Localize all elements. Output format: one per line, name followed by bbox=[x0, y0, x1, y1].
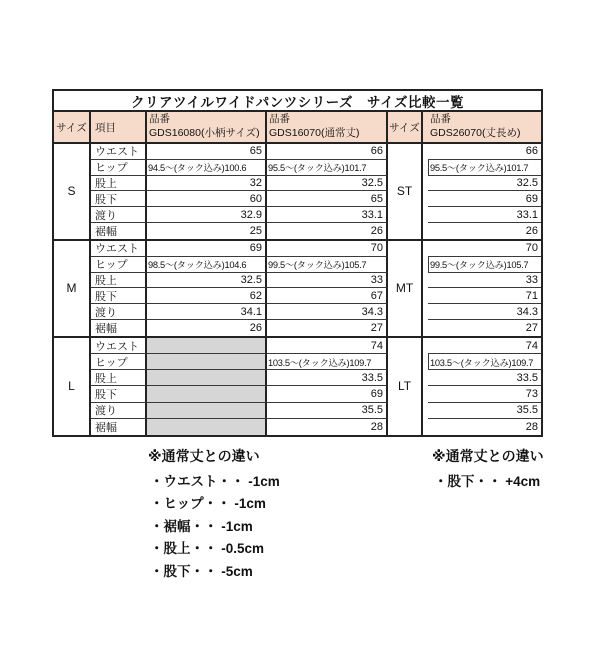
value-cell: 32.5 bbox=[428, 176, 541, 192]
row-label: 股上 bbox=[91, 176, 147, 192]
product-code: GDS26070(丈長め) bbox=[430, 126, 521, 139]
value-cell: 65 bbox=[267, 191, 388, 207]
value-cell: 103.5〜(タック込み)109.7 bbox=[428, 354, 541, 370]
size-group-label: ST bbox=[388, 144, 423, 239]
note-item: ・ヒップ・・ -1cm bbox=[150, 496, 266, 512]
value-cell: 27 bbox=[525, 322, 538, 335]
value-cell: 60 bbox=[147, 191, 267, 207]
note-difference-gds26070 bbox=[432, 447, 544, 493]
note-item: ・ウエスト・・ -1cm bbox=[150, 474, 280, 489]
row-label: 渡り bbox=[91, 207, 147, 223]
value-cell: 32.5 bbox=[147, 273, 267, 289]
value-cell-empty bbox=[147, 354, 267, 370]
value-cell: 69 bbox=[428, 191, 541, 207]
size-section-l bbox=[54, 338, 541, 435]
value-cell: 99.5〜(タック込み)105.7 bbox=[428, 257, 541, 273]
size-group-label: MT bbox=[388, 241, 423, 336]
value-cell-empty bbox=[147, 419, 267, 435]
size-section-s bbox=[54, 144, 541, 241]
value-cell: 95.5〜(タック込み)101.7 bbox=[267, 160, 388, 176]
row-label: ヒップ bbox=[91, 257, 147, 273]
value-cell: 98.5〜(タック込み)104.6 bbox=[147, 257, 267, 273]
value-cell: 67 bbox=[267, 288, 388, 304]
row-label: ウエスト bbox=[91, 241, 147, 257]
note-heading: ※通常丈との違い bbox=[148, 448, 260, 464]
hinban-label: 品番 bbox=[269, 113, 290, 125]
row-label: 股上 bbox=[91, 370, 147, 386]
product-code: GDS16070(通常丈) bbox=[269, 126, 360, 139]
note-item: ・裾幅・・ -1cm bbox=[150, 518, 253, 534]
value-cell: 32.9 bbox=[147, 207, 267, 223]
header-size-right: サイズ bbox=[388, 112, 423, 142]
value-cell: 32.5 bbox=[267, 176, 388, 192]
value-cell: 27 bbox=[267, 320, 388, 336]
value-cell: 26 bbox=[525, 225, 538, 238]
value-cell: 66 bbox=[428, 144, 541, 160]
row-label: 裾幅 bbox=[91, 223, 147, 239]
value-cell: 73 bbox=[428, 386, 541, 402]
hinban-label: 品番 bbox=[430, 113, 451, 125]
header-item: 項目 bbox=[91, 112, 147, 142]
row-label: ウエスト bbox=[91, 144, 147, 160]
size-group-label: S bbox=[54, 144, 91, 239]
row-label: ウエスト bbox=[91, 338, 147, 354]
note-heading: ※通常丈との違い bbox=[432, 448, 544, 464]
value-cell: 25 bbox=[147, 223, 267, 239]
size-comparison-table bbox=[52, 89, 543, 437]
value-cell: 95.5〜(タック込み)101.7 bbox=[428, 160, 541, 176]
value-cell: 33.5 bbox=[428, 370, 541, 386]
value-cell: 69 bbox=[147, 241, 267, 257]
row-label: 渡り bbox=[91, 403, 147, 419]
header-product-gds16080 bbox=[147, 112, 267, 142]
value-cell: 34.3 bbox=[267, 304, 388, 320]
hinban-label: 品番 bbox=[149, 113, 170, 125]
value-cell: 26 bbox=[147, 320, 267, 336]
header-product-gds26070 bbox=[428, 112, 541, 142]
table-header-row bbox=[54, 112, 541, 144]
row-label: 股上 bbox=[91, 273, 147, 289]
value-cell-empty bbox=[147, 338, 267, 354]
value-cell: 62 bbox=[147, 288, 267, 304]
value-cell: 94.5〜(タック込み)100.6 bbox=[147, 160, 267, 176]
row-label: 裾幅 bbox=[91, 419, 147, 435]
value-cell-empty bbox=[147, 386, 267, 402]
row-label: 股下 bbox=[91, 288, 147, 304]
value-cell: 26 bbox=[267, 223, 388, 239]
value-cell: 28 bbox=[525, 420, 538, 433]
row-label: 股下 bbox=[91, 191, 147, 207]
row-label: 渡り bbox=[91, 304, 147, 320]
value-cell-empty bbox=[147, 370, 267, 386]
row-label: 裾幅 bbox=[91, 320, 147, 336]
note-difference-gds16080 bbox=[148, 447, 280, 583]
note-item: ・股下・・ -5cm bbox=[150, 563, 253, 579]
row-label: ヒップ bbox=[91, 160, 147, 176]
product-code: GDS16080(小柄サイズ) bbox=[149, 126, 260, 139]
value-cell: 34.1 bbox=[147, 304, 267, 320]
note-item: ・股上・・ -0.5cm bbox=[150, 541, 265, 557]
value-cell: 34.3 bbox=[428, 304, 541, 320]
size-group-label: M bbox=[54, 241, 91, 336]
value-cell: 69 bbox=[267, 386, 388, 402]
value-cell-empty bbox=[147, 403, 267, 419]
value-cell: 33 bbox=[267, 273, 388, 289]
value-cell: 70 bbox=[428, 241, 541, 257]
value-cell: 70 bbox=[267, 241, 388, 257]
value-cell: 35.5 bbox=[267, 403, 388, 419]
row-label: 股下 bbox=[91, 386, 147, 402]
value-cell: 33.1 bbox=[267, 207, 388, 223]
value-cell: 66 bbox=[267, 144, 388, 160]
value-cell: 65 bbox=[147, 144, 267, 160]
value-cell: 33 bbox=[428, 273, 541, 289]
value-cell: 103.5〜(タック込み)109.7 bbox=[267, 354, 388, 370]
header-size-left: サイズ bbox=[54, 112, 91, 142]
note-item: ・股下・・ +4cm bbox=[434, 474, 541, 489]
value-cell: 33.1 bbox=[428, 207, 541, 223]
value-cell: 71 bbox=[428, 288, 541, 304]
table-title: クリアツイルワイドパンツシリーズ サイズ比較一覧 bbox=[54, 91, 541, 112]
header-product-gds16070 bbox=[267, 112, 388, 142]
value-cell: 74 bbox=[428, 338, 541, 354]
size-group-label: L bbox=[54, 338, 91, 435]
value-cell: 35.5 bbox=[428, 403, 541, 419]
size-section-m bbox=[54, 241, 541, 338]
value-cell: 33.5 bbox=[267, 370, 388, 386]
size-group-label: LT bbox=[388, 338, 423, 435]
value-cell: 32 bbox=[147, 176, 267, 192]
row-label: ヒップ bbox=[91, 354, 147, 370]
value-cell: 28 bbox=[267, 419, 388, 435]
value-cell: 99.5〜(タック込み)105.7 bbox=[267, 257, 388, 273]
value-cell: 74 bbox=[267, 338, 388, 354]
